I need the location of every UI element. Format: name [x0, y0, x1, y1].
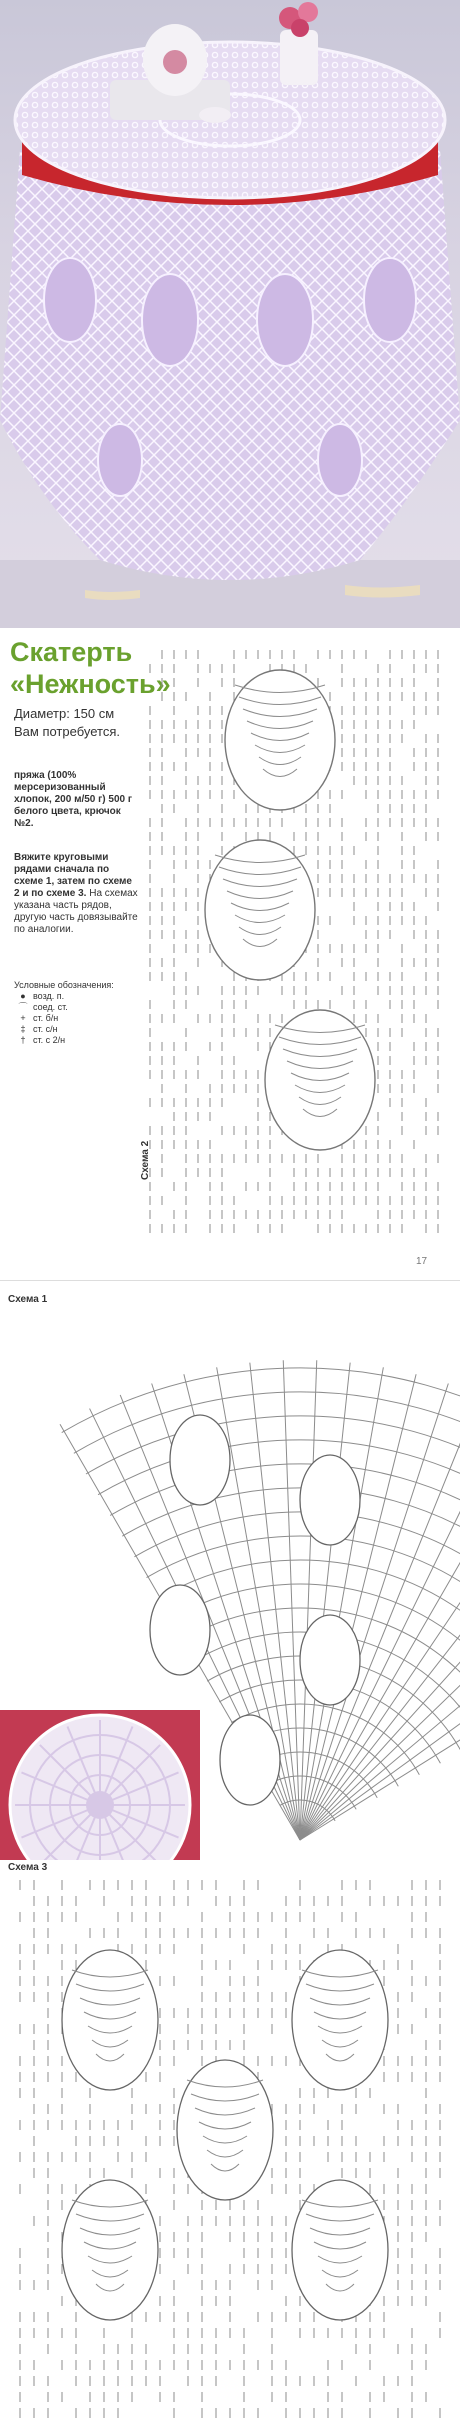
legend-item — [18, 991, 114, 1002]
legend-title: Условные обозначения: — [14, 980, 114, 990]
schema-1-label: Схема 1 — [8, 1294, 48, 1305]
legend-item — [18, 1035, 114, 1046]
instructions — [14, 852, 139, 936]
title-line-1: Скатерть — [10, 637, 133, 667]
doily-illustration — [0, 1710, 200, 1860]
instructions-note: На схемах указана часть рядов, другую часть довязывайте по аналогии. — [14, 888, 138, 935]
page-number: 17 — [416, 1256, 428, 1267]
legend — [14, 980, 114, 1046]
legend-label: ст. б/н — [33, 1013, 59, 1023]
legend-label: ст. с/н — [33, 1024, 58, 1034]
legend-item — [18, 1024, 114, 1035]
doily-photo — [0, 1710, 200, 1860]
legend-label: соед. ст. — [33, 1002, 68, 1012]
legend-item — [18, 1002, 114, 1013]
title-line-2: «Нежность» — [10, 669, 171, 699]
legend-item — [18, 1013, 114, 1024]
schema-2-label: Схема 2 — [140, 1140, 151, 1180]
schema-2-diagram — [140, 640, 455, 1240]
tablecloth-illustration — [0, 0, 460, 628]
treble-crochet-icon: † — [20, 1035, 26, 1045]
legend-label: возд. п. — [33, 991, 65, 1001]
instructions-main: Вяжите круговыми рядами сначала по схеме 1, затем по схеме 2 и по схеме 3. — [14, 852, 132, 899]
materials-heading: Вам потребуется. — [14, 724, 120, 739]
chain-icon: ● — [20, 991, 26, 1001]
slip-stitch-icon: ⌒ — [18, 1002, 28, 1012]
legend-label: ст. с 2/н — [33, 1035, 66, 1045]
schema-3-label: Схема 3 — [8, 1862, 48, 1873]
schema-3-diagram — [0, 1870, 460, 2425]
diameter-text: Диаметр: 150 см — [14, 706, 115, 721]
single-crochet-icon: + — [20, 1013, 26, 1023]
tablecloth-photo — [0, 0, 460, 628]
double-crochet-icon: ‡ — [20, 1024, 26, 1034]
yarn-text: пряжа (100% мерсеризованный хлопок, 200 м/50 г) 500 г белого цвета, крючок №2. — [14, 770, 133, 829]
